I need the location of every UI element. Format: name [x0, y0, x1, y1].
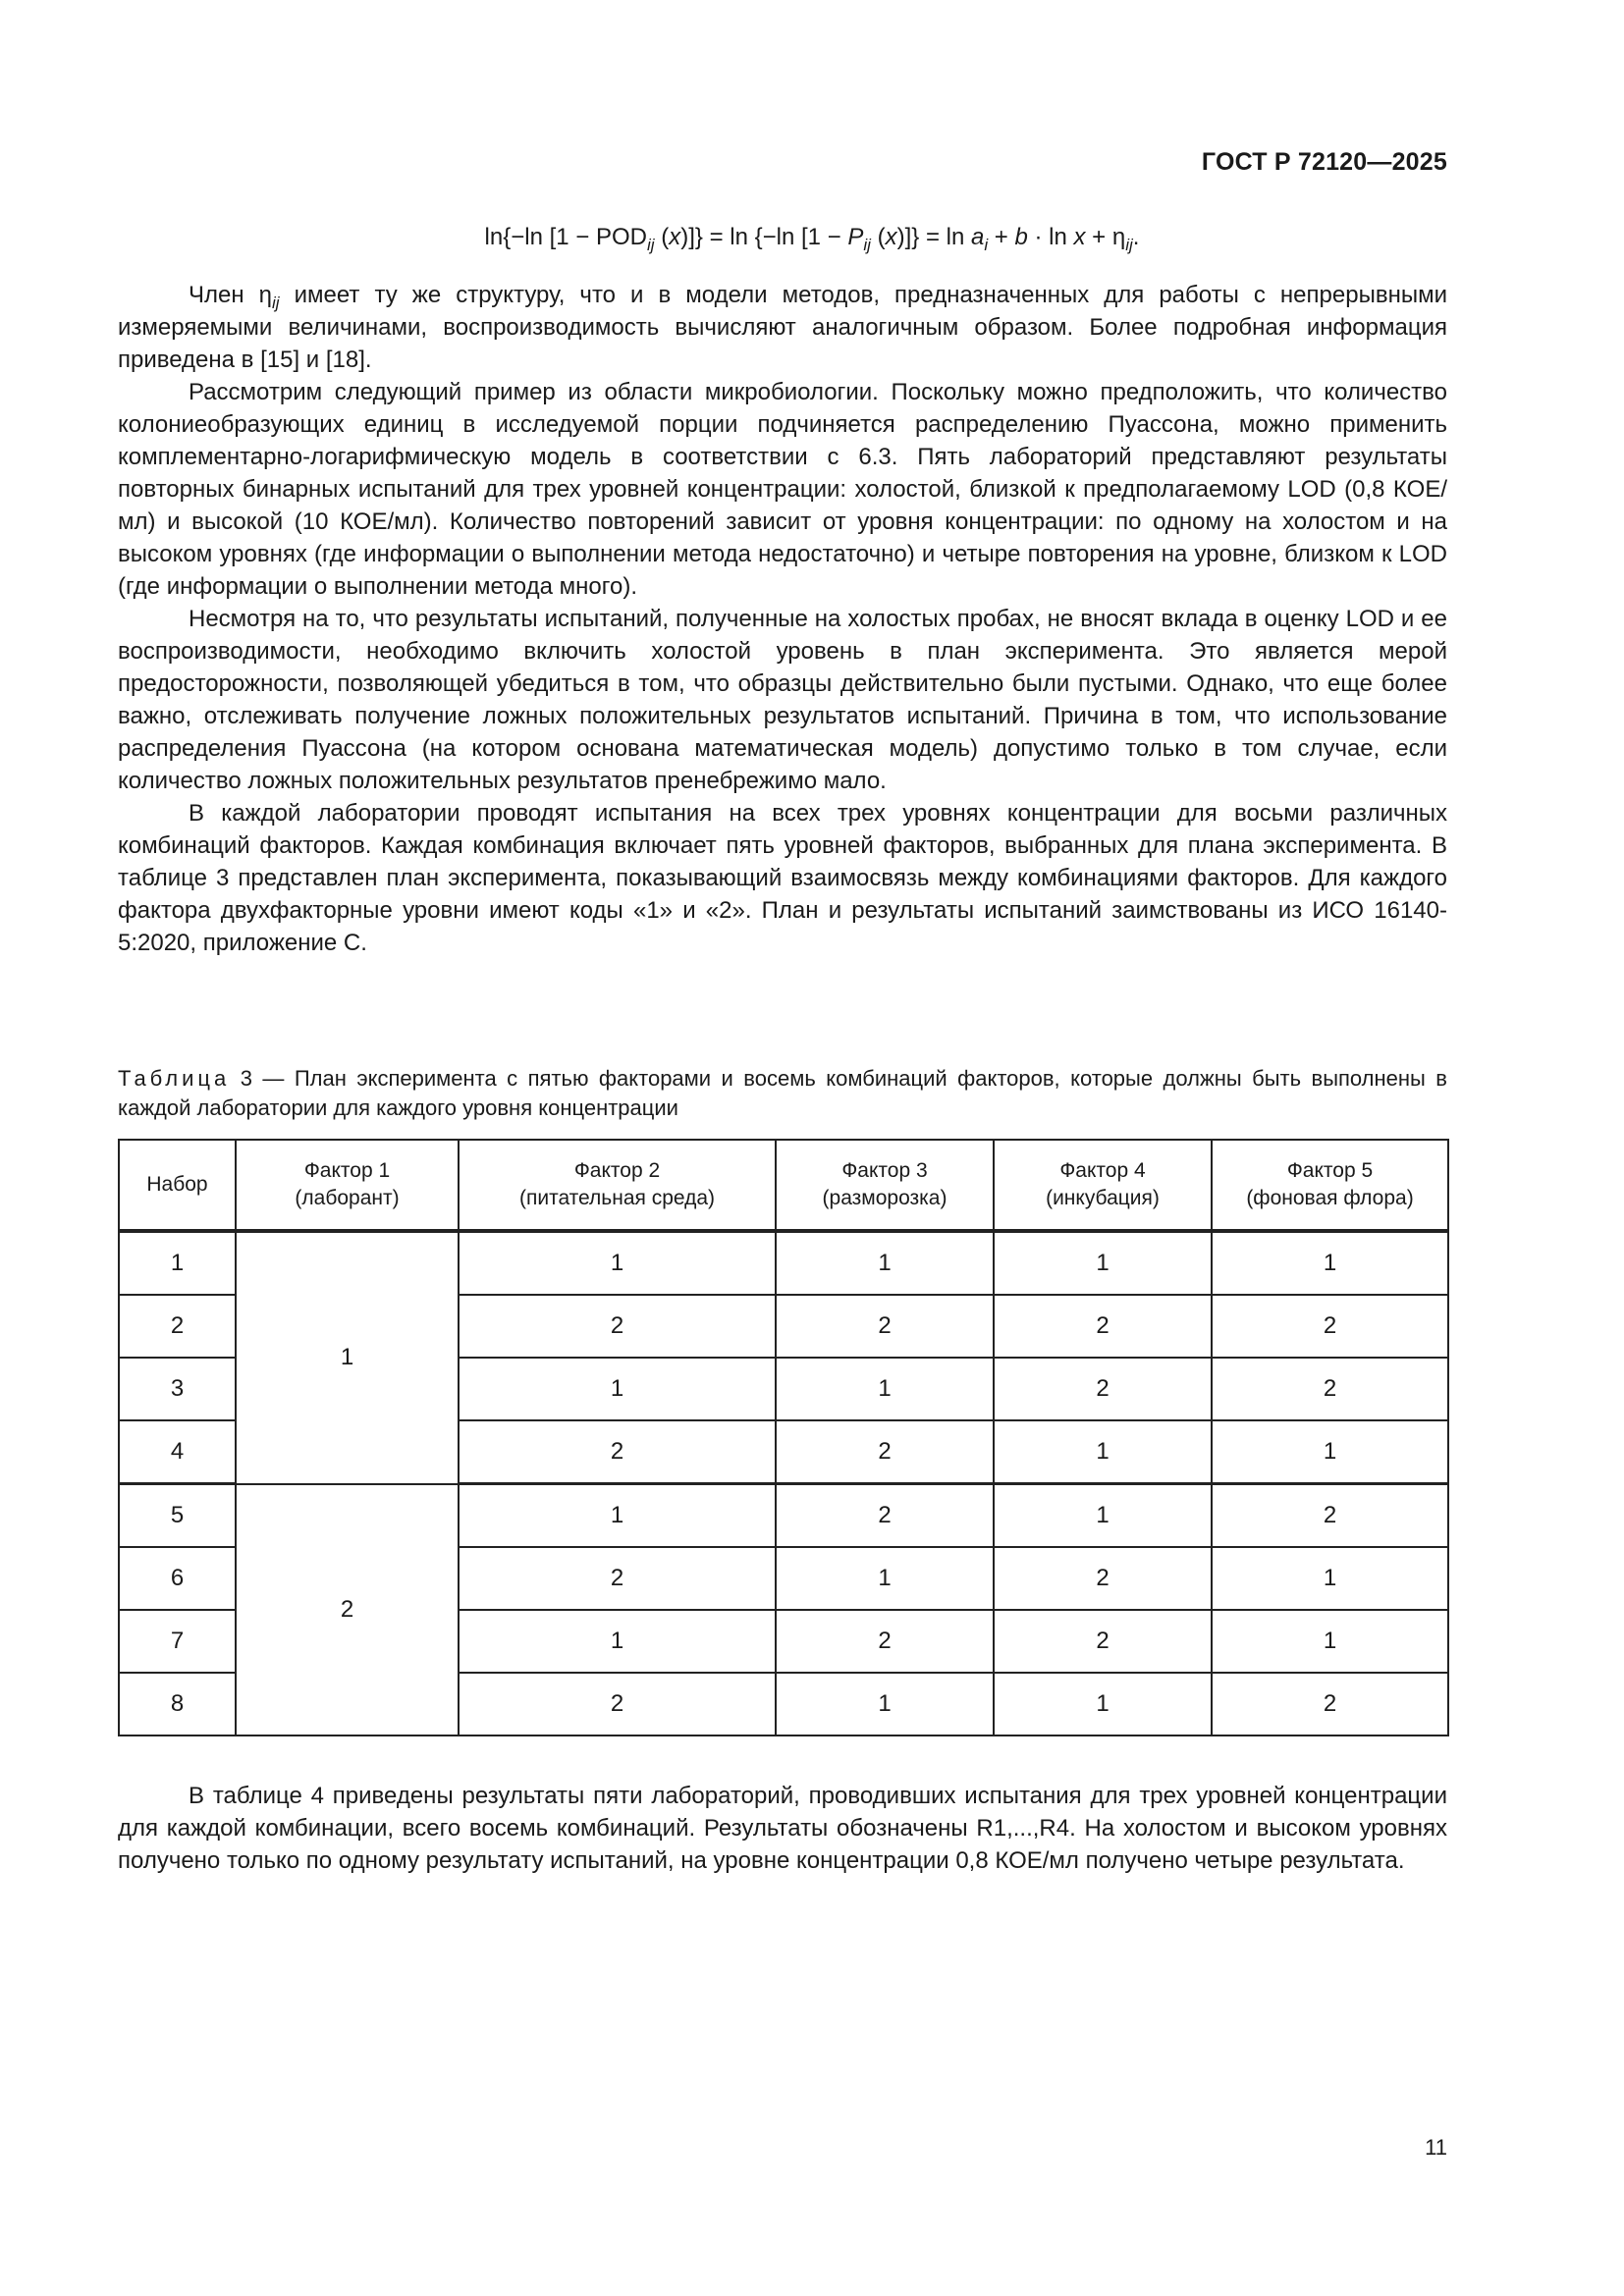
header-factor-1: Фактор 1 (лаборант) — [236, 1140, 459, 1231]
cell-factor-4: 1 — [994, 1673, 1212, 1735]
cell-factor-2: 2 — [459, 1547, 776, 1610]
header-factor-2: Фактор 2 (питательная среда) — [459, 1140, 776, 1231]
header-factor-4: Фактор 4 (инкубация) — [994, 1140, 1212, 1231]
paragraph-3: Несмотря на то, что результаты испытаний, полученные на холостых пробах, не вносят вклада в оценку LOD и ее воспроизводимости, необходимо включить холостой уровень в план эксперимента. Это является мерой предосторожности, позволяющей убедиться в том, что образцы действительно были пустыми. Однако, что еще более важно, отслеживать получение ложных положительных результатов испытаний. Причина в том, что использование распределения Пуассона (на котором основана математическая модель) допустимо только в том случае, если количество ложных положительных результатов пренебрежимо мало. — [118, 606, 1447, 794]
cell-factor-2: 2 — [459, 1673, 776, 1735]
cell-factor-4: 1 — [994, 1484, 1212, 1548]
table-row — [119, 1484, 1448, 1548]
cell-factor-2: 2 — [459, 1420, 776, 1484]
cell-factor-1-group: 2 — [236, 1484, 459, 1736]
cell-factor-5: 1 — [1212, 1231, 1448, 1295]
cell-factor-5: 2 — [1212, 1484, 1448, 1548]
body-text-lower — [118, 1780, 1447, 1877]
formula: ln{−ln [$1 - POD_{ij}$ (x)]} = ln {−ln [$1 - P_{ij}$ $(x)]\} = \ln a_i + b \cdot \ln x + \eta_{ij}$. — [484, 224, 1140, 254]
experiment-plan-table — [118, 1139, 1449, 1736]
cell-set: 2 — [119, 1295, 236, 1358]
cell-factor-5: 2 — [1212, 1673, 1448, 1735]
cell-factor-5: 2 — [1212, 1295, 1448, 1358]
cell-factor-5: 1 — [1212, 1547, 1448, 1610]
cell-set: 3 — [119, 1358, 236, 1420]
cell-factor-3: 1 — [776, 1547, 994, 1610]
cell-factor-4: 1 — [994, 1231, 1212, 1295]
header-factor-5: Фактор 5 (фоновая флора) — [1212, 1140, 1448, 1231]
cell-factor-5: 2 — [1212, 1358, 1448, 1420]
cell-factor-2: 1 — [459, 1484, 776, 1548]
cell-factor-3: 2 — [776, 1484, 994, 1548]
cell-factor-1-group: 1 — [236, 1231, 459, 1484]
cell-factor-4: 1 — [994, 1420, 1212, 1484]
header-set: Набор — [119, 1140, 236, 1231]
cell-factor-4: 2 — [994, 1547, 1212, 1610]
cell-set: 5 — [119, 1484, 236, 1548]
cell-factor-5: 1 — [1212, 1420, 1448, 1484]
header-factor-3: Фактор 3 (разморозка) — [776, 1140, 994, 1231]
cell-factor-3: 1 — [776, 1358, 994, 1420]
paragraph-4: В каждой лаборатории проводят испытания на всех трех уровнях концентрации для восьми различных комбинаций факторов. Каждая комбинация включает пять уровней факторов, выбранных для плана эксперимента. В таблице 3 представлен план эксперимента, показывающий взаимосвязь между комбинациями факторов. Для каждого фактора двухфакторные уровни имеют коды «1» и «2». План и результаты испытаний заимствованы из ИСО 16140-5:2020, приложение C. — [118, 800, 1447, 956]
cell-factor-2: 1 — [459, 1610, 776, 1673]
cell-set: 7 — [119, 1610, 236, 1673]
cell-factor-4: 2 — [994, 1295, 1212, 1358]
document-code: ГОСТ Р 72120—2025 — [1201, 148, 1447, 176]
cell-set: 8 — [119, 1673, 236, 1735]
cell-factor-2: 1 — [459, 1231, 776, 1295]
paragraph-1: Член $\eta_{ij}$ имеет ту же структуру, что и в модели методов, предназначенных для работы с непрерывными измеряемыми величинами, воспроизводимость вычисляют аналогичным образом. Более подробная информация приведена в [15] и [18]. — [118, 282, 1447, 373]
table-header-row — [119, 1140, 1448, 1231]
table-row — [119, 1231, 1448, 1295]
cell-set: 4 — [119, 1420, 236, 1484]
cell-factor-4: 2 — [994, 1610, 1212, 1673]
cell-factor-2: 1 — [459, 1358, 776, 1420]
cell-set: 1 — [119, 1231, 236, 1295]
paragraph-2: Рассмотрим следующий пример из области микробиологии. Поскольку можно предположить, что количество колониеобразующих единиц в исследуемой порции подчиняется распределению Пуассона, можно применить комплементарно-логарифмическую модель в соответствии с 6.3. Пять лабораторий представляют результаты повторных бинарных испытаний для трех уровней концентрации: холостой, близкой к предполагаемому LOD (0,8 КОЕ/мл) и высокой (10 КОЕ/мл). Количество повторений зависит от уровня концентрации: по одному на холостом и на высоком уровнях (где информации о выполнении метода недостаточно) и четыре повторения на уровне, близком к LOD (где информации о выполнении метода много). — [118, 379, 1447, 600]
cell-factor-3: 1 — [776, 1231, 994, 1295]
cell-factor-3: 2 — [776, 1295, 994, 1358]
table-caption: Таблица 3 — План эксперимента с пятью факторами и восемь комбинаций факторов, которые должны быть выполнены в каждой лаборатории для каждого уровня концентрации — [118, 1066, 1447, 1120]
cell-factor-3: 2 — [776, 1420, 994, 1484]
cell-factor-5: 1 — [1212, 1610, 1448, 1673]
body-text-upper — [118, 279, 1447, 959]
cell-factor-3: 2 — [776, 1610, 994, 1673]
cell-set: 6 — [119, 1547, 236, 1610]
cell-factor-2: 2 — [459, 1295, 776, 1358]
paragraph-5: В таблице 4 приведены результаты пяти лабораторий, проводивших испытания для трех уровней концентрации для каждой комбинации, всего восемь комбинаций. Результаты обозначены R1,...,R4. На холостом и высоком уровнях получено только по одному результату испытаний, на уровне концентрации 0,8 КОЕ/мл получено четыре результата. — [118, 1783, 1447, 1874]
cell-factor-4: 2 — [994, 1358, 1212, 1420]
page-number: 11 — [1425, 2135, 1447, 2160]
cell-factor-3: 1 — [776, 1673, 994, 1735]
